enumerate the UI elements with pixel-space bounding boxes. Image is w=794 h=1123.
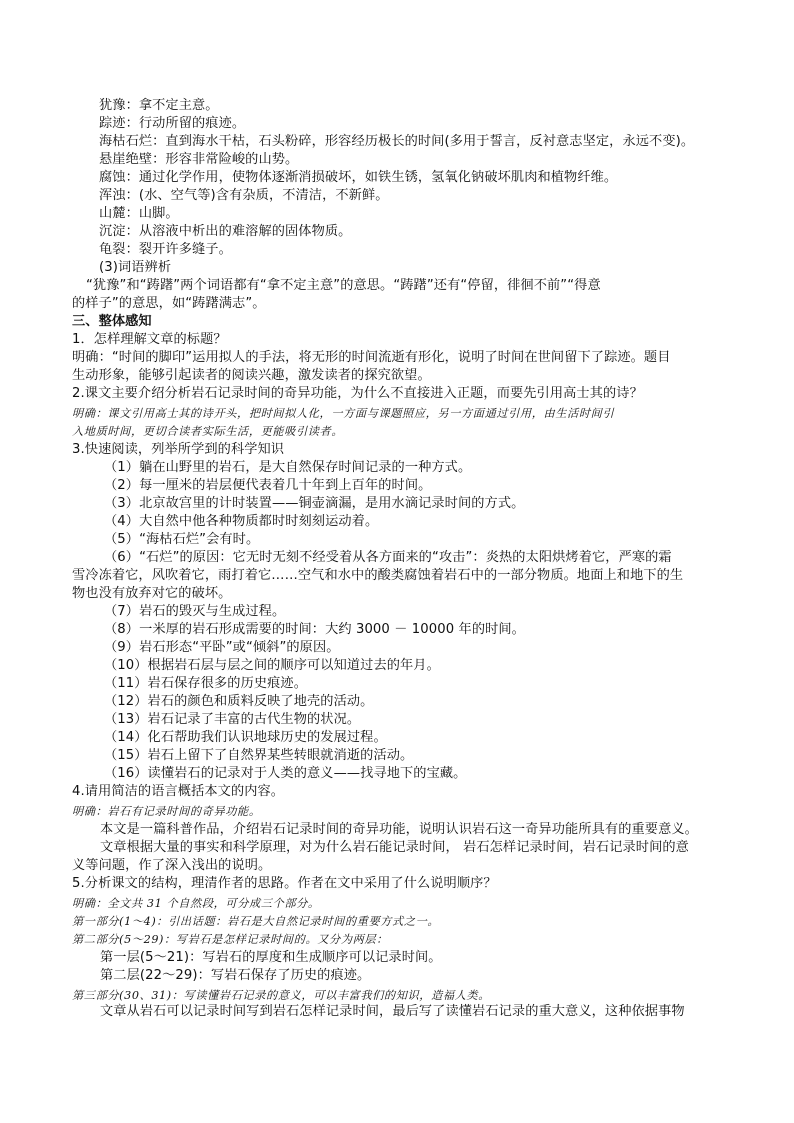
list-item-continuation: 物也没有放弃对它的破坏。	[72, 586, 232, 601]
structure-line: 第一部分(1～4)：引出话题：岩石是大自然记录时间的重要方式之一。	[72, 915, 440, 928]
list-item-continuation: 雪冷冻着它，风吹着它，雨打着它……空气和水中的酸类腐蚀着岩石中的一部分物质。地面上和地下的生	[72, 568, 684, 583]
structure-line: 第三部分(30、31)：写读懂岩石记录的意义，可以丰富我们的知识，造福人类。	[72, 989, 491, 1002]
paragraph-line: 义等问题，作了深入浅出的说明。	[72, 858, 272, 873]
vocab-line: 踪迹：行动所留的痕迹。	[99, 116, 246, 131]
list-item: （13）岩石记录了丰富的古代生物的状况。	[104, 712, 361, 727]
list-item: （12）岩石的颜色和质料反映了地壳的活动。	[104, 694, 374, 709]
list-item: （14）化石帮助我们认识地球历史的发展过程。	[104, 730, 387, 745]
structure-line: 第一层(5～21)：写岩石的厚度和生成顺序可以记录时间。	[100, 950, 442, 965]
answer-line: 入地质时间，更切合读者实际生活，更能吸引读者。	[72, 425, 344, 438]
question-line: 5.分析课文的结构，理清作者的思路。作者在文中采用了什么说明顺序？	[72, 876, 497, 891]
list-item: （7）岩石的毁灭与生成过程。	[104, 604, 286, 619]
question-line: 4.请用简洁的语言概括本文的内容。	[72, 784, 285, 799]
question-line: 2.课文主要介绍分析岩石记录时间的奇异功能，为什么不直接进入正题，而要先引用高士其的诗？	[72, 386, 643, 401]
subsection-heading: (3)词语辨析	[99, 260, 172, 275]
question-line: 1．怎样理解文章的标题？	[72, 332, 227, 347]
list-item: （11）岩石保存很多的历史痕迹。	[104, 676, 308, 691]
list-item: （5）“海枯石烂”会有时。	[104, 532, 260, 547]
list-item: （9）岩石形态“平卧”或“倾斜”的原因。	[104, 640, 340, 655]
structure-line: 第二层(22～29)：写岩石保存了历史的痕迹。	[100, 968, 371, 983]
answer-line: 明确：课文引用高士其的诗开头，把时间拟人化，一方面与课题照应，另一方面通过引用，由生活时间引	[72, 407, 615, 420]
answer-line: 明确：岩石有记录时间的奇异功能。	[72, 805, 261, 818]
list-item: （1）躺在山野里的岩石，是大自然保存时间记录的一种方式。	[104, 460, 472, 475]
list-item: （2）每一厘米的岩层便代表着几十年到上百年的时间。	[104, 478, 432, 493]
paragraph-line: 文章从岩石可以记录时间写到岩石怎样记录时间，最后写了读懂岩石记录的重大意义，这种依据事物	[100, 1004, 685, 1019]
list-item: （4）大自然中他各种物质都时时刻刻运动着。	[104, 514, 379, 529]
answer-line: 明确：全文共 31 个自然段，可分成三个部分。	[72, 897, 320, 910]
question-line: 3.快速阅读，列举所学到的科学知识	[72, 442, 285, 457]
vocab-line: 山麓：山脚。	[99, 206, 179, 221]
answer-line: 生动形象，能够引起读者的阅读兴趣，激发读者的探究欲望。	[72, 368, 431, 383]
answer-line: 明确：“时间的脚印”运用拟人的手法，将无形的时间流逝有形化，说明了时间在世间留下了踪迹。题目	[72, 350, 671, 365]
structure-line: 第二部分(5～29)：写岩石是怎样记录时间的。又分为两层：	[72, 933, 388, 946]
list-item: （8）一米厚的岩石形成需要的时间：大约 3000 － 10000 年的时间。	[104, 622, 525, 637]
vocab-line: 浑浊：(水、空气等)含有杂质，不清洁，不新鲜。	[99, 188, 389, 203]
list-item: （15）岩石上留下了自然界某些转眼就消逝的活动。	[104, 748, 414, 763]
vocab-line: 龟裂：裂开许多缝子。	[99, 242, 232, 257]
vocab-line: 犹豫：拿不定主意。	[99, 98, 219, 113]
vocab-line: 腐蚀：通过化学作用，使物体逐渐消损破坏，如铁生锈，氢氧化钠破坏肌肉和植物纤维。	[99, 170, 618, 185]
paragraph-line: 本文是一篇科普作品，介绍岩石记录时间的奇异功能，说明认识岩石这一奇异功能所具有的重要意义。	[100, 822, 698, 837]
list-item: （3）北京故宫里的计时装置——铜壶滴漏，是用水滴记录时间的方式。	[104, 496, 525, 511]
vocab-line: 悬崖绝壁：形容非常险峻的山势。	[99, 152, 299, 167]
paragraph-line: 的样子”的意思，如“踌躇满志”。	[72, 296, 266, 311]
paragraph-line: “犹豫”和“踌躇”两个词语都有“拿不定主意”的意思。“踌躇”还有“停留，徘徊不前”“得意	[86, 278, 601, 293]
list-item: （6）“石烂”的原因：它无时无刻不经受着从各方面来的“攻击”：炎热的太阳烘烤着它，严寒的霜	[104, 550, 672, 565]
list-item: （16）读懂岩石的记录对于人类的意义——找寻地下的宝藏。	[104, 766, 467, 781]
section-heading: 三、整体感知	[72, 314, 152, 329]
vocab-line: 沉淀：从溶液中析出的难溶解的固体物质。	[99, 224, 352, 239]
paragraph-line: 文章根据大量的事实和科学原理，对为什么岩石能记录时间， 岩石怎样记录时间，岩石记录时间的意	[100, 840, 689, 855]
list-item: （10）根据岩石层与层之间的顺序可以知道过去的年月。	[104, 658, 440, 673]
vocab-line: 海枯石烂：直到海水干枯，石头粉碎，形容经历极长的时间(多用于誓言，反衬意志坚定，永远不变)。	[99, 134, 695, 149]
